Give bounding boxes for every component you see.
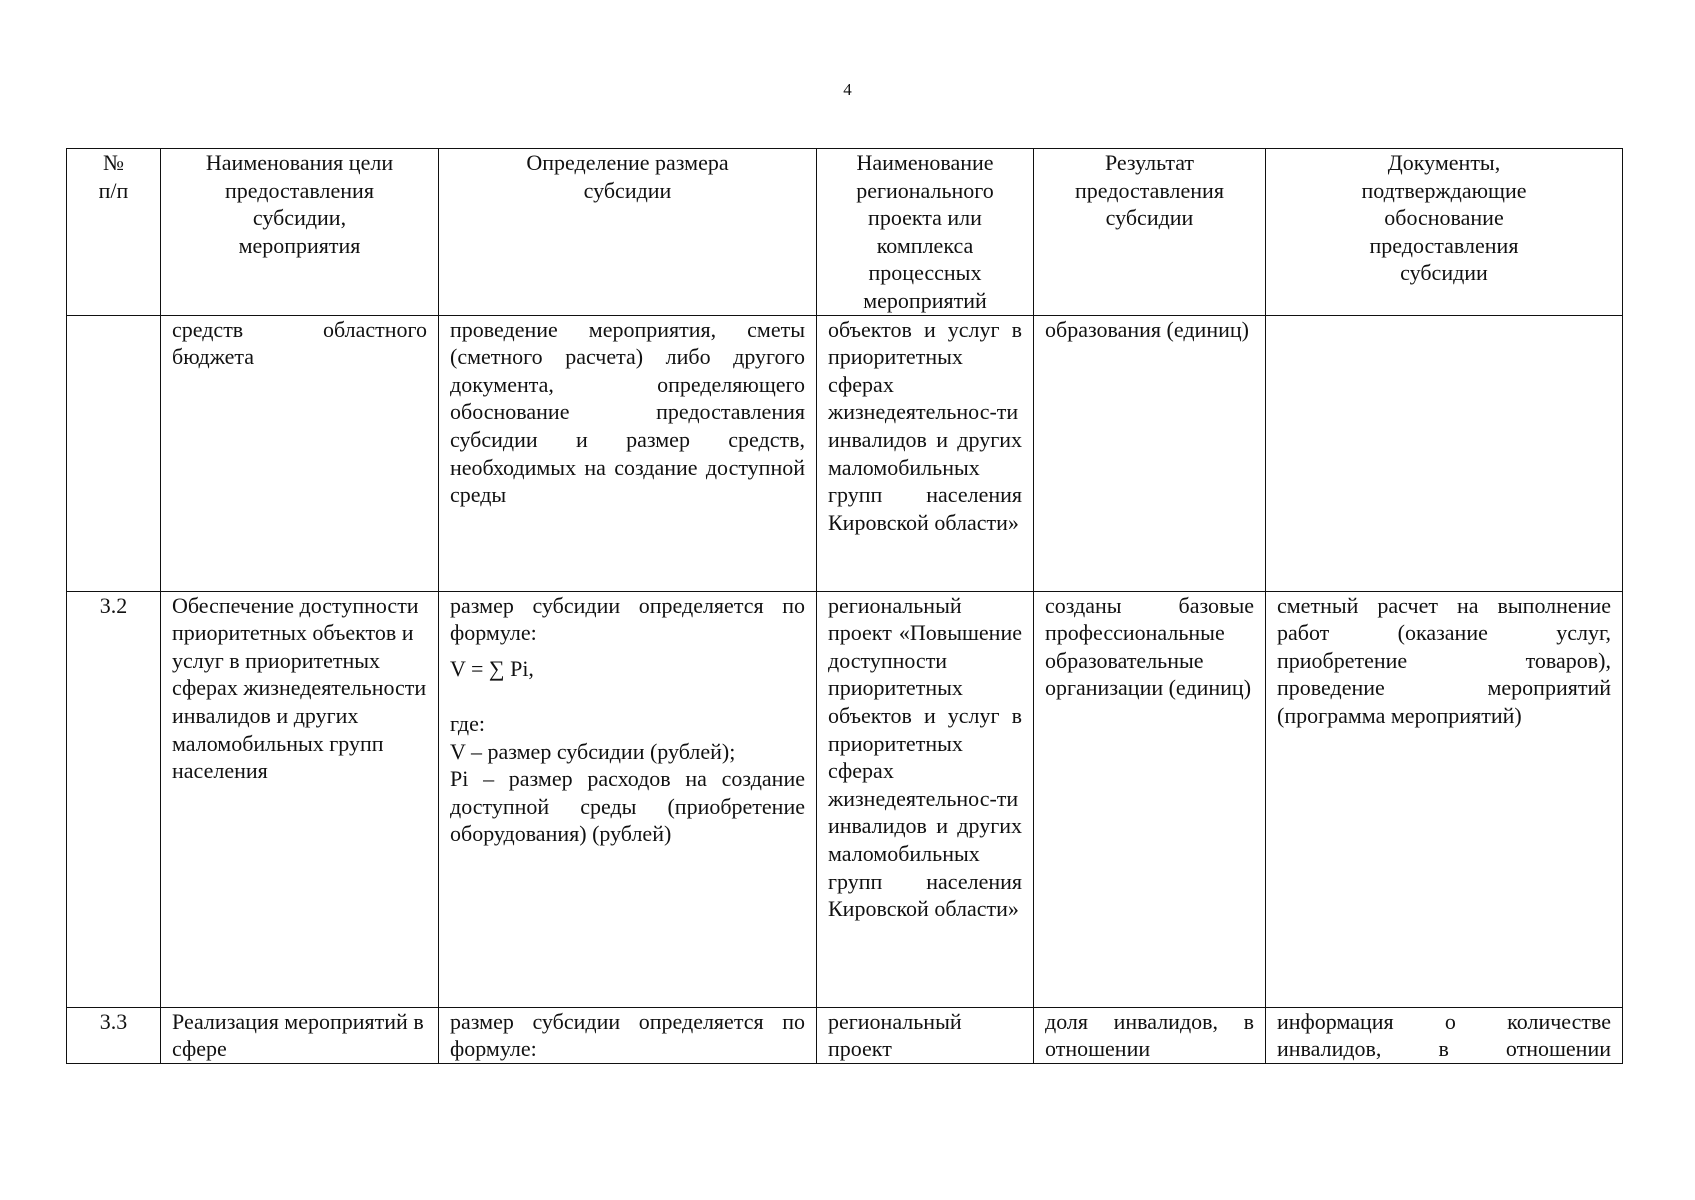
row-project: региональный проект «Повышение доступности приоритетных объектов и услуг в приоритетных сферах жизнедеятельнос-ти инвалидов и других маломобильных групп населения Кировской области» — [817, 591, 1034, 1007]
documents-line-1: информация о количестве — [1277, 1008, 1611, 1034]
header-result: Результат предоставления субсидии — [1034, 149, 1266, 316]
size-where: где: — [450, 710, 485, 736]
row-result: доля инвалидов, в отношении — [1034, 1007, 1266, 1063]
row-documents — [1266, 1007, 1623, 1063]
row-goal: Обеспечение доступности приоритетных объектов и услуг в приоритетных сферах жизнедеятельности инвалидов и других маломобильных групп населения — [161, 591, 439, 1007]
header-documents: Документы, подтверждающие обоснование предоставления субсидии — [1266, 149, 1623, 316]
row-number: 3.3 — [67, 1007, 161, 1063]
header-number: № п/п — [67, 149, 161, 316]
row-number — [67, 315, 161, 591]
page-number: 4 — [843, 80, 852, 99]
size-intro: размер субсидии определяется по формуле: — [450, 592, 805, 646]
table-header-row — [67, 149, 1623, 316]
table-row — [67, 315, 1623, 591]
row-project: объектов и услуг в приоритетных сферах жизнедеятельнос-ти инвалидов и других маломобильных групп населения Кировской области» — [817, 315, 1034, 591]
documents-line-2: инвалидов, в отношении — [1277, 1036, 1611, 1062]
table-row — [67, 591, 1623, 1007]
row-number: 3.2 — [67, 591, 161, 1007]
header-size: Определение размера субсидии — [439, 149, 817, 316]
row-result: созданы базовые профессиональные образовательные организации (единиц) — [1034, 591, 1266, 1007]
row-size — [439, 591, 817, 1007]
row-goal: Реализация мероприятий в сфере — [161, 1007, 439, 1063]
header-project: Наименование регионального проекта или комплекса процессных мероприятий — [817, 149, 1034, 316]
row-project: региональный проект — [817, 1007, 1034, 1063]
row-documents: сметный расчет на выполнение работ (оказание услуг, приобретение товаров), проведение мероприятий (программа мероприятий) — [1266, 591, 1623, 1007]
table-row — [67, 1007, 1623, 1063]
row-goal: средств областного бюджета — [161, 315, 439, 591]
size-v-definition: V – размер субсидии (рублей); — [450, 738, 736, 764]
size-pi-definition: Pi – размер расходов на создание доступной среды (приобретение оборудования) (рублей) — [450, 766, 805, 847]
row-size: размер субсидии определяется по формуле: — [439, 1007, 817, 1063]
size-formula: V = ∑ Pi, — [450, 655, 534, 681]
row-documents — [1266, 315, 1623, 591]
subsidy-table — [66, 148, 1623, 1064]
row-size: проведение мероприятия, сметы (сметного расчета) либо другого документа, определяющего обоснование предоставления субсидии и размер средств, необходимых на создание доступной среды — [439, 315, 817, 591]
header-goal: Наименования цели предоставления субсидии, мероприятия — [161, 149, 439, 316]
row-result: образования (единиц) — [1034, 315, 1266, 591]
